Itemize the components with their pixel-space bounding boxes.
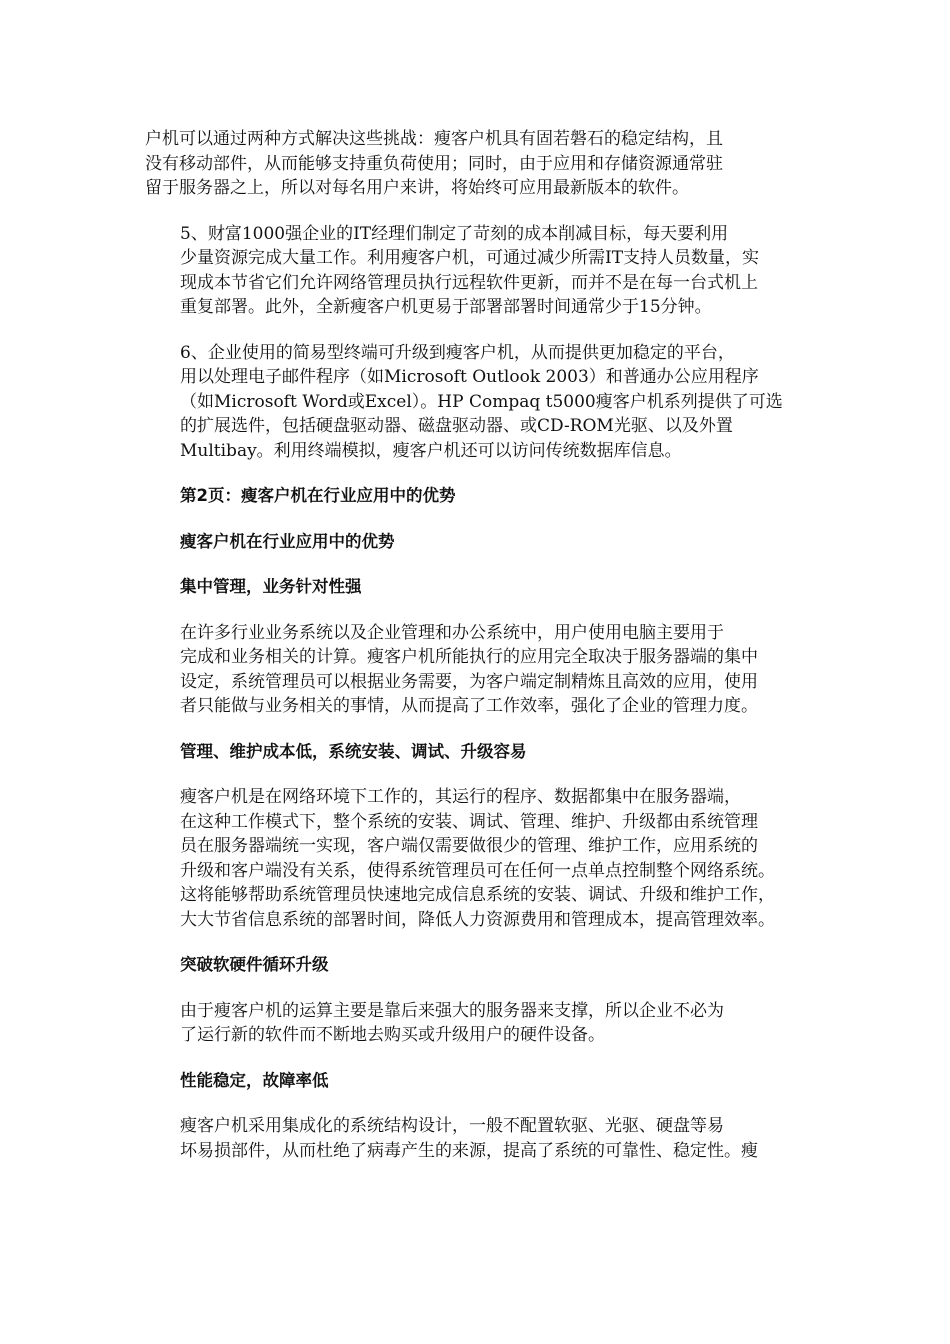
text-line: 了运行新的软件而不断地去购买或升级用户的硬件设备。	[180, 1025, 605, 1045]
text-line: 由于瘦客户机的运算主要是靠后来强大的服务器来支撑，所以企业不必为	[180, 1000, 724, 1021]
text-line: 用以处理电子邮件程序（如Microsoft Outlook 2003）和普通办公应用程序	[180, 367, 759, 387]
text-line: 瘦客户机采用集成化的系统结构设计，一般不配置软驱、光驱、硬盘等易	[180, 1116, 724, 1136]
heading-stable-performance: 性能稳定，故障率低	[180, 1070, 329, 1090]
text-line: 瘦客户机是在网络环境下工作的，其运行的程序、数据都集中在服务器端，	[180, 787, 741, 807]
heading-advantage: 瘦客户机在行业应用中的优势	[180, 531, 395, 551]
text-line: 大大节省信息系统的部署时间，降低人力资源费用和管理成本，提高管理效率。	[180, 909, 775, 930]
heading-upgrade-cycle: 突破软硬件循环升级	[180, 955, 329, 974]
text-line: 在许多行业业务系统以及企业管理和办公系统中，用户使用电脑主要用于	[180, 622, 724, 643]
paragraph-upgrade-cycle	[145, 999, 810, 1048]
heading-page-2: 第2页：瘦客户机在行业应用中的优势	[180, 486, 456, 505]
paragraph-stable-performance	[145, 1114, 810, 1163]
document-body	[145, 127, 810, 1184]
text-line: 6、企业使用的简易型终端可升级到瘦客户机，从而提供更加稳定的平台，	[180, 342, 735, 363]
text-line: 者只能做与业务相关的事情，从而提高了工作效率，强化了企业的管理力度。	[180, 696, 758, 716]
heading-low-cost: 管理、维护成本低，系统安装、调试、升级容易	[180, 741, 527, 761]
text-line: 员在服务器端统一实现，客户端仅需要做很少的管理、维护工作，应用系统的	[180, 836, 758, 856]
text-line: 现成本节省它们允许网络管理员执行远程软件更新，而并不是在每一台式机上	[180, 272, 758, 293]
text-line: 完成和业务相关的计算。瘦客户机所能执行的应用完全取决于服务器端的集中	[180, 647, 758, 667]
paragraph-item-6	[145, 341, 810, 464]
text-line: 没有移动部件，从而能够支持重负荷使用；同时，由于应用和存储资源通常驻	[145, 153, 723, 174]
text-line: 在这种工作模式下，整个系统的安装、调试、管理、维护、升级都由系统管理	[180, 811, 758, 832]
text-line: 留于服务器之上，所以对每名用户来讲，将始终可应用最新版本的软件。	[145, 178, 689, 198]
text-line: 5、财富1000强企业的IT经理们制定了苛刻的成本削减目标，每天要利用	[180, 223, 729, 244]
text-line: Multibay。利用终端模拟，瘦客户机还可以访问传统数据库信息。	[180, 440, 682, 461]
paragraph-intro-continuation	[145, 127, 810, 201]
text-line: （如Microsoft Word或Excel）。HP Compaq t5000瘦客户机系列提供了可选	[180, 391, 783, 412]
text-line: 户机可以通过两种方式解决这些挑战：瘦客户机具有固若磐石的稳定结构，且	[145, 129, 723, 149]
heading-central-management: 集中管理，业务针对性强	[180, 577, 362, 596]
text-line: 这将能够帮助系统管理员快速地完成信息系统的安装、调试、升级和维护工作，	[180, 885, 775, 905]
text-line: 升级和客户端没有关系，使得系统管理员可在任何一点单点控制整个网络系统。	[180, 860, 775, 881]
paragraph-central-management	[145, 621, 810, 719]
text-line: 设定，系统管理员可以根据业务需要，为客户端定制精炼且高效的应用，使用	[180, 671, 758, 692]
paragraph-low-cost	[145, 785, 810, 932]
paragraph-item-5	[145, 222, 810, 320]
text-line: 的扩展选件，包括硬盘驱动器、磁盘驱动器、或CD-ROM光驱、以及外置	[180, 416, 733, 436]
text-line: 重复部署。此外，全新瘦客户机更易于部署部署时间通常少于15分钟。	[180, 297, 712, 317]
text-line: 少量资源完成大量工作。利用瘦客户机，可通过减少所需IT支持人员数量，实	[180, 248, 760, 268]
text-line: 坏易损部件，从而杜绝了病毒产生的来源，提高了系统的可靠性、稳定性。瘦	[180, 1140, 758, 1161]
